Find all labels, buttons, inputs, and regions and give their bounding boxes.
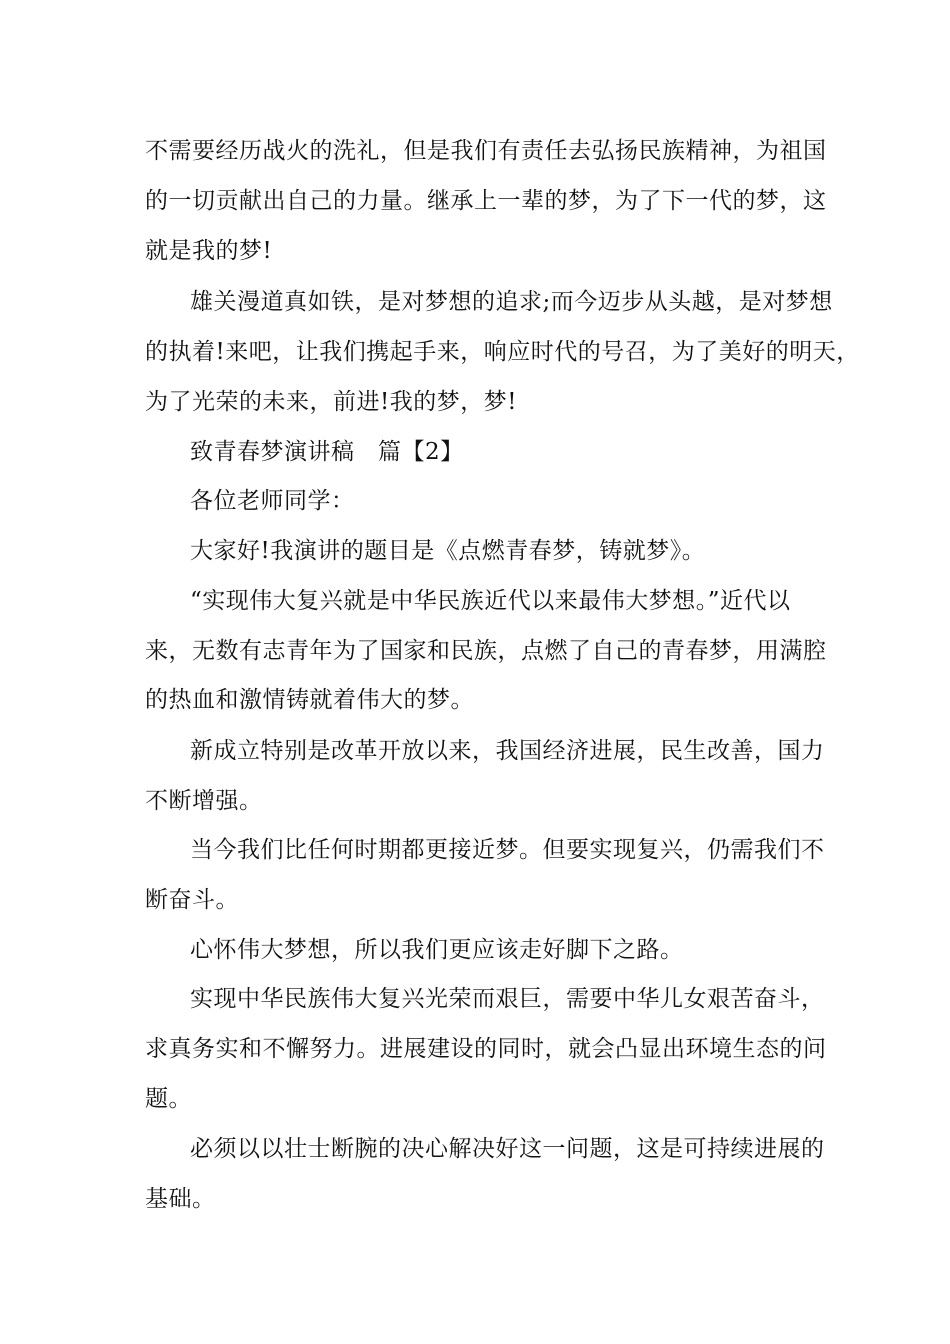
body-text-line: 基础。 xyxy=(145,1186,216,1212)
body-text-line: 来，无数有志青年为了国家和民族，点燃了自己的青春梦，用满腔 xyxy=(145,638,827,664)
body-text-line: 求真务实和不懈努力。进展建设的同时，就会凸显出环境生态的问 xyxy=(145,1036,827,1062)
body-text-line: 断奋斗。 xyxy=(145,887,239,913)
body-text-line: 新成立特别是改革开放以来，我国经济进展，民生改善，国力 xyxy=(190,738,825,764)
body-text-line: 不需要经历战火的洗礼，但是我们有责任去弘扬民族精神，为祖国 xyxy=(145,138,827,164)
body-text-line: 大家好!我演讲的题目是《点燃青春梦，铸就梦》。 xyxy=(190,538,706,564)
body-text-line: 雄关漫道真如铁，是对梦想的追求;而今迈步从头越，是对梦想 xyxy=(190,289,833,315)
body-text-line: 就是我的梦! xyxy=(145,238,273,264)
body-text-line: 的热血和激情铸就着伟大的梦。 xyxy=(145,687,474,713)
body-text-line: 题。 xyxy=(145,1086,192,1112)
body-text-line: “实现伟大复兴就是中华民族近代以来最伟大梦想。”近代以 xyxy=(190,588,791,614)
body-text-line: 实现中华民族伟大复兴光荣而艰巨，需要中华儿女艰苦奋斗， xyxy=(190,986,825,1012)
body-text-line: 为了光荣的未来，前进!我的梦，梦! xyxy=(145,389,517,415)
body-text-line: 心怀伟大梦想，所以我们更应该走好脚下之路。 xyxy=(190,937,684,963)
body-text-line: 的一切贡献出自己的力量。继承上一辈的梦，为了下一代的梦，这 xyxy=(145,188,827,214)
salutation: 各位老师同学： xyxy=(190,488,355,514)
body-text-line: 不断增强。 xyxy=(145,788,263,814)
section-heading: 致青春梦演讲稿 篇【2】 xyxy=(190,439,464,465)
body-text-line: 必须以以壮士断腕的决心解决好这一问题，这是可持续进展的 xyxy=(190,1136,825,1162)
body-text-line: 当今我们比任何时期都更接近梦。但要实现复兴，仍需我们不 xyxy=(190,837,825,863)
body-text-line: 的执着!来吧，让我们携起手来，响应时代的号召，为了美好的明天， xyxy=(145,339,860,365)
